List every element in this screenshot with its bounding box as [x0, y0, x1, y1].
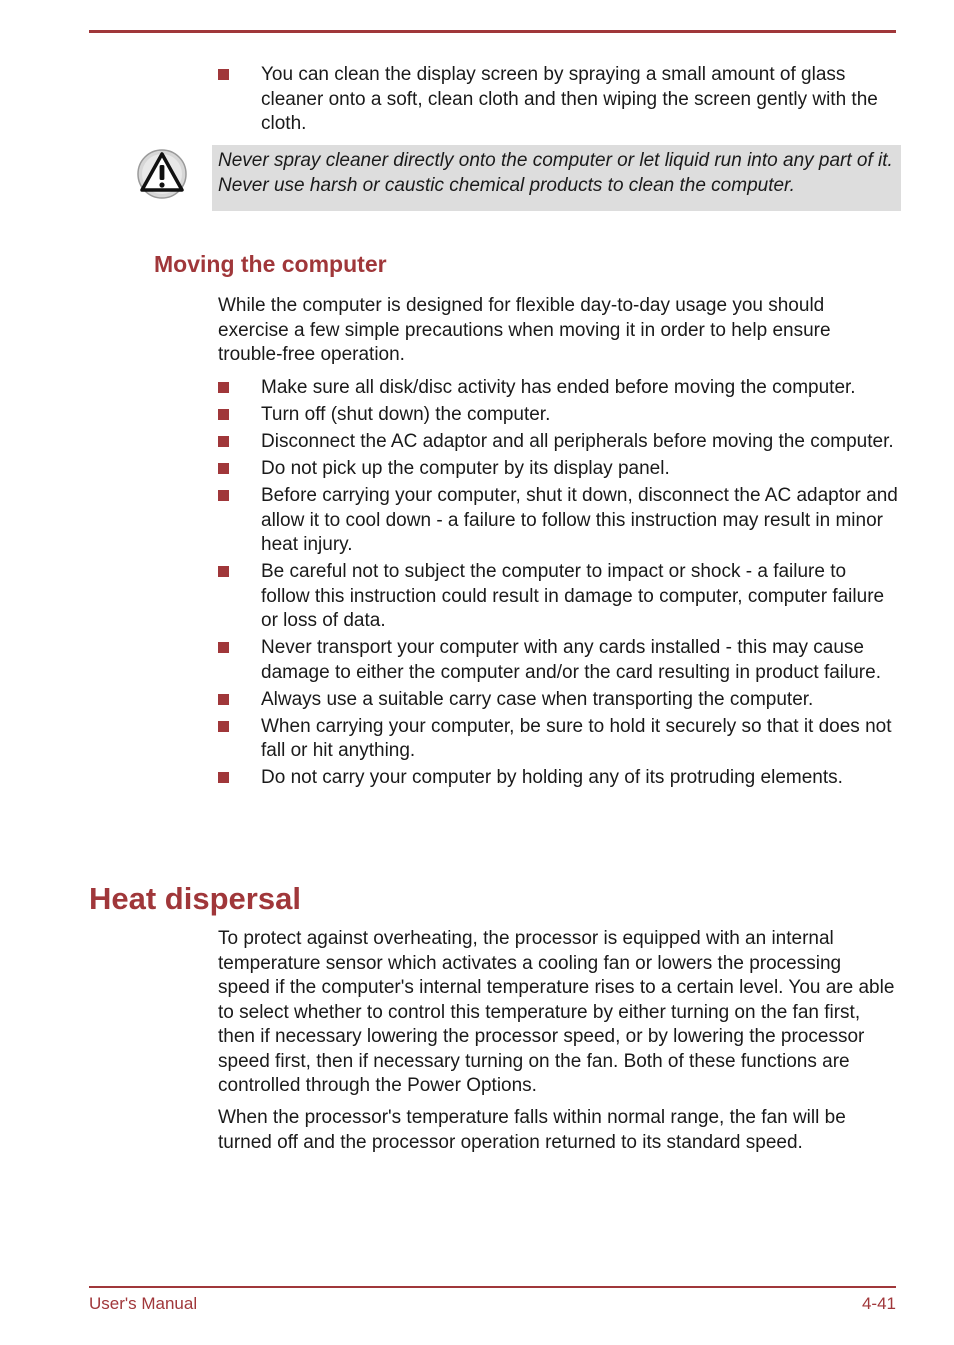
list-item	[218, 715, 898, 764]
list-item	[218, 484, 898, 558]
bullet-square-icon	[218, 694, 229, 705]
section-heading-moving: Moving the computer	[154, 251, 387, 277]
section-heading-heat-dispersal: Heat dispersal	[89, 881, 301, 916]
list-item-text: Do not carry your computer by holding any of its protruding elements.	[261, 767, 843, 788]
bullet-square-icon	[218, 721, 229, 732]
list-item	[218, 63, 898, 137]
bullet-square-icon	[218, 566, 229, 577]
moving-bullet-list	[218, 376, 898, 793]
heat-paragraph-1: To protect against overheating, the processor is equipped with an internal temperature sensor which activates a cooling fan or lowers the processing speed if the computer's internal temperature rises to a certain level. You are able to select whether to control this temperature by either turning on the fan first, then if necessary lowering the processor speed, or by lowering the processor speed first, then if necessary turning on the fan. Both of these functions are controlled through the Power Options.	[218, 928, 895, 1096]
warning-triangle-icon	[136, 148, 188, 200]
bullet-square-icon	[218, 69, 229, 80]
bullet-square-icon	[218, 463, 229, 474]
bullet-square-icon	[218, 772, 229, 783]
list-item	[218, 457, 898, 482]
footer-manual-title: User's Manual	[89, 1294, 198, 1313]
list-item	[218, 636, 898, 685]
list-item-text: Turn off (shut down) the computer.	[261, 404, 551, 425]
moving-intro-paragraph: While the computer is designed for flexible day-to-day usage you should exercise a few simple precautions when moving it in order to help ensure trouble-free operation.	[218, 295, 831, 365]
list-item-text: Disconnect the AC adaptor and all peripherals before moving the computer.	[261, 431, 894, 452]
list-item	[218, 376, 898, 401]
list-item-text: Do not pick up the computer by its display panel.	[261, 458, 670, 479]
list-item	[218, 766, 898, 791]
warning-note-box	[212, 145, 901, 211]
list-item-text: Always use a suitable carry case when transporting the computer.	[261, 688, 814, 710]
list-item-text: When carrying your computer, be sure to hold it securely so that it does not fall or hit anything.	[261, 715, 892, 761]
warning-text: Never spray cleaner directly onto the computer or let liquid run into any part of it. Never use harsh or caustic chemical products to clean the computer.	[218, 150, 893, 196]
list-item	[218, 403, 898, 428]
cleaning-bullet-list	[218, 63, 898, 139]
bullet-square-icon	[218, 490, 229, 501]
list-item-text: You can clean the display screen by spraying a small amount of glass cleaner onto a soft, clean cloth and then wiping the screen gently with the cloth.	[261, 64, 878, 134]
bullet-square-icon	[218, 409, 229, 420]
bullet-square-icon	[218, 642, 229, 653]
list-item	[218, 560, 898, 634]
heat-paragraph-2: When the processor's temperature falls within normal range, the fan will be turned off and the processor operation returned to its standard speed.	[218, 1107, 846, 1153]
list-item-text: Be careful not to subject the computer to impact or shock - a failure to follow this instruction could result in damage to computer, computer failure or loss of data.	[261, 561, 885, 631]
list-item	[218, 430, 898, 455]
header-rule	[89, 30, 896, 33]
footer-rule	[89, 1286, 896, 1288]
bullet-square-icon	[218, 382, 229, 393]
list-item-text: Make sure all disk/disc activity has ended before moving the computer.	[261, 377, 856, 398]
bullet-square-icon	[218, 436, 229, 447]
list-item	[218, 688, 898, 713]
footer-page-number: 4-41	[861, 1294, 896, 1313]
list-item-text: Before carrying your computer, shut it down, disconnect the AC adaptor and allow it to cool down - a failure to follow this instruction may result in minor heat injury.	[261, 485, 898, 555]
list-item-text: Never transport your computer with any cards installed - this may cause damage to either the computer and/or the card resulting in product failure.	[261, 637, 881, 683]
